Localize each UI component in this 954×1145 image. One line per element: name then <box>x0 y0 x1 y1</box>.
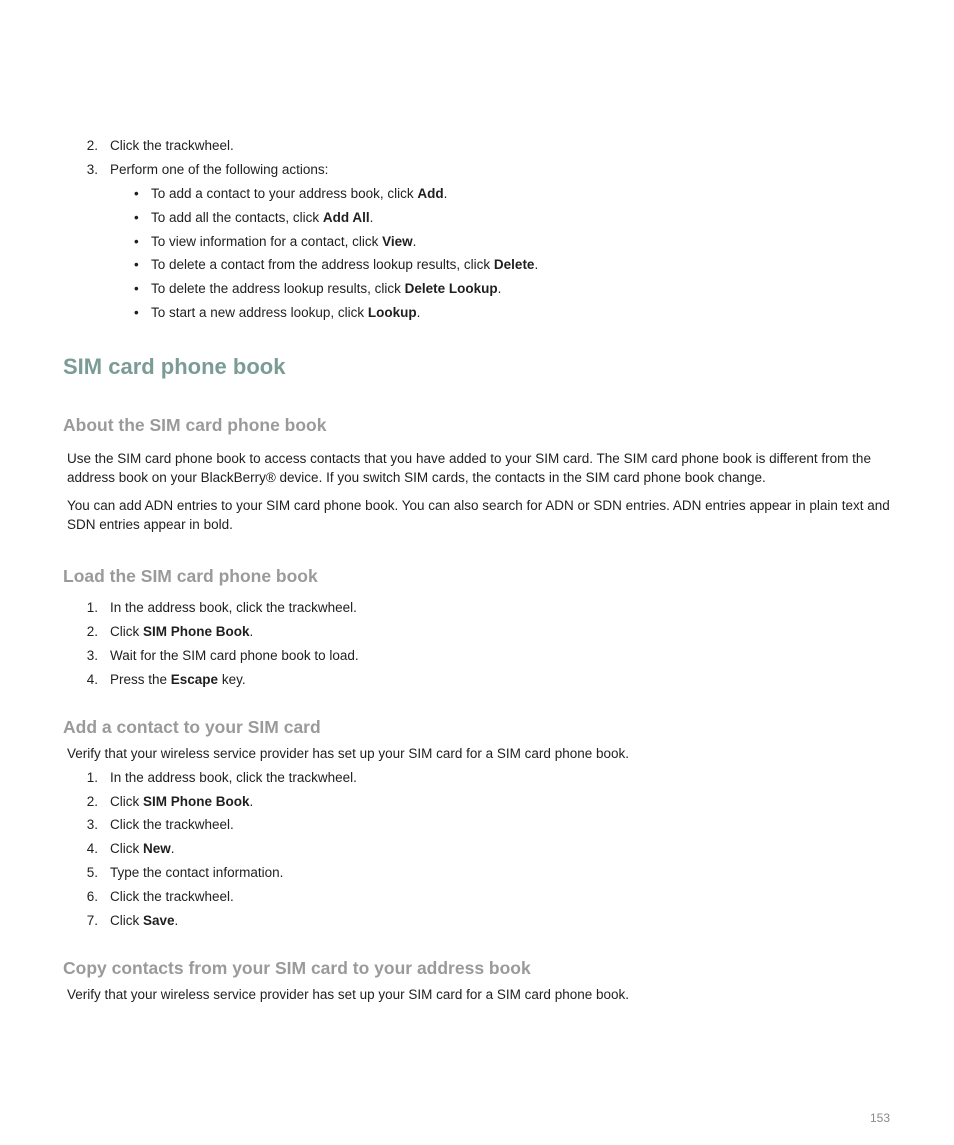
section-title: SIM card phone book <box>63 354 286 379</box>
step-number: 7. <box>86 913 98 928</box>
step-number: 2. <box>86 624 98 639</box>
bullet-text: To delete the address lookup results, click Delete Lookup. <box>151 281 502 296</box>
step-text: Click Save. <box>110 913 179 928</box>
step-number: 4. <box>86 672 98 687</box>
step-text: In the address book, click the trackwheel. <box>110 770 357 785</box>
about-paragraph-1: Use the SIM card phone book to access contacts that you have added to your SIM card. The SIM card phone book is different from the address book on your BlackBerry® device. If you switch SIM cards, the contacts in the SIM card phone book change. <box>67 451 871 485</box>
bullet-icon: • <box>134 257 139 272</box>
step-text: In the address book, click the trackwheel. <box>110 600 357 615</box>
bullet-text: To delete a contact from the address lookup results, click Delete. <box>151 257 539 272</box>
bullet-text: To view information for a contact, click View. <box>151 234 417 249</box>
add-intro: Verify that your wireless service provider has set up your SIM card for a SIM card phone book. <box>67 746 630 761</box>
step-text: Click the trackwheel. <box>110 138 234 153</box>
bullet-text: To start a new address lookup, click Lookup. <box>151 305 421 320</box>
step-text: Click New. <box>110 841 175 856</box>
step-text: Type the contact information. <box>110 865 284 880</box>
copy-intro: Verify that your wireless service provider has set up your SIM card for a SIM card phone book. <box>67 987 630 1002</box>
bullet-text: To add all the contacts, click Add All. <box>151 210 374 225</box>
step-text: Click the trackwheel. <box>110 889 234 904</box>
step-number: 5. <box>86 865 98 880</box>
bullet-text: To add a contact to your address book, click Add. <box>151 186 448 201</box>
step-number: 1. <box>86 600 98 615</box>
step-number: 1. <box>86 770 98 785</box>
step-number: 6. <box>86 889 98 904</box>
step-number: 3. <box>86 648 98 663</box>
step-number: 2. <box>86 794 98 809</box>
bullet-icon: • <box>134 281 139 296</box>
step-text: Click SIM Phone Book. <box>110 794 254 809</box>
about-paragraph-2: You can add ADN entries to your SIM card phone book. You can also search for ADN or SDN entries. ADN entries appear in plain text and SDN entries appear in bold. <box>67 498 890 532</box>
step-number: 3. <box>86 162 98 177</box>
load-heading: Load the SIM card phone book <box>63 566 318 586</box>
bullet-icon: • <box>134 186 139 201</box>
step-number: 4. <box>86 841 98 856</box>
step-text: Click the trackwheel. <box>110 817 234 832</box>
step-text: Click SIM Phone Book. <box>110 624 254 639</box>
page-number: 153 <box>870 1111 891 1125</box>
step-text: Wait for the SIM card phone book to load. <box>110 648 359 663</box>
step-text: Press the Escape key. <box>110 672 246 687</box>
bullet-icon: • <box>134 305 139 320</box>
bullet-icon: • <box>134 234 139 249</box>
about-heading: About the SIM card phone book <box>63 415 327 435</box>
add-heading: Add a contact to your SIM card <box>63 717 321 737</box>
step-number: 2. <box>86 138 98 153</box>
step-text: Perform one of the following actions: <box>110 162 329 177</box>
bullet-icon: • <box>134 210 139 225</box>
step-number: 3. <box>86 817 98 832</box>
copy-heading: Copy contacts from your SIM card to your address book <box>63 958 531 978</box>
